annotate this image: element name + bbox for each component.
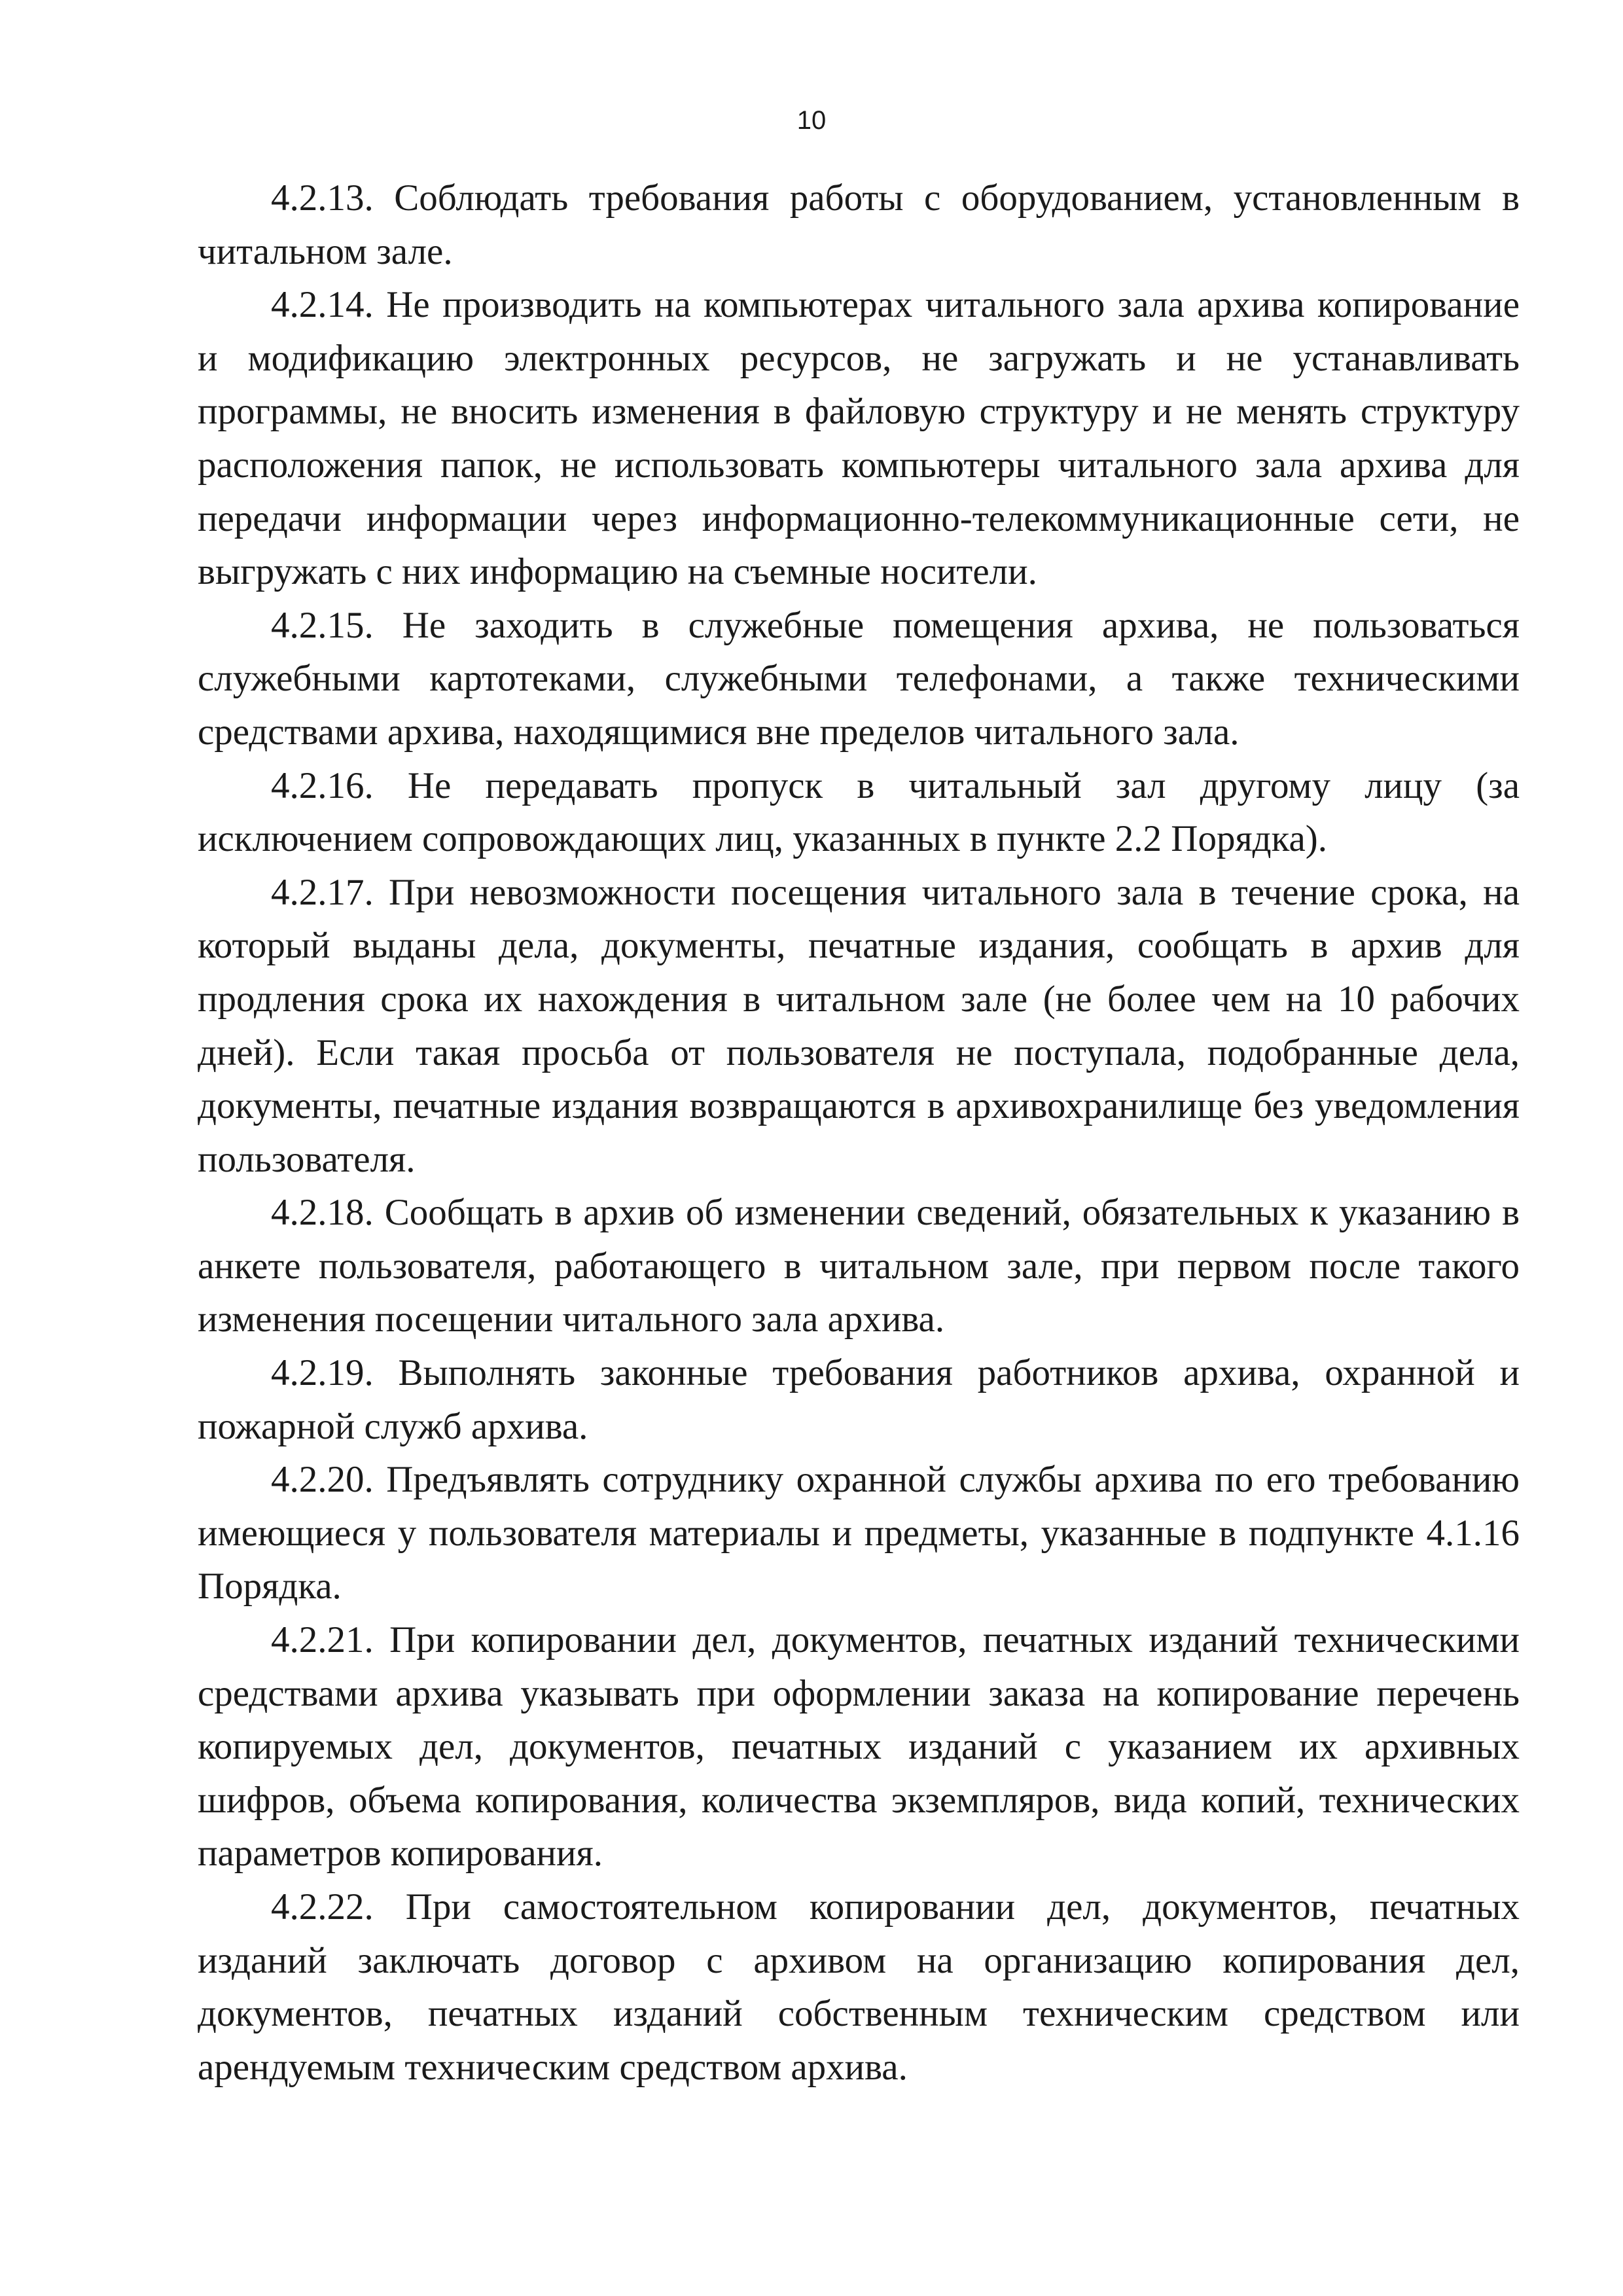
- paragraph-4-2-16: 4.2.16. Не передавать пропуск в читальный зал другому лицу (за исключением сопровождающих лиц, указанных в пункте 2.2 Порядка).: [198, 764, 1520, 860]
- paragraph-4-2-21: 4.2.21. При копировании дел, документов, печатных изданий техническими средствами архива указывать при оформлении заказа на копирование перечень копируемых дел, документов, печатных изданий с указанием их архивных шифров, объема копирования, количества экземпляров, вида копий, технических параметров копирования.: [198, 1619, 1520, 1874]
- paragraph-4-2-20: 4.2.20. Предъявлять сотруднику охранной службы архива по его требованию имеющиеся у пользователя материалы и предметы, указанные в подпункте 4.1.16 Порядка.: [198, 1459, 1520, 1607]
- paragraph-4-2-13: 4.2.13. Соблюдать требования работы с оборудованием, установленным в читальном зале.: [198, 177, 1520, 272]
- paragraph-4-2-18: 4.2.18. Сообщать в архив об изменении сведений, обязательных к указанию в анкете пользователя, работающего в читальном зале, при первом после такого изменения посещении читального зала архива.: [198, 1192, 1520, 1340]
- paragraph-4-2-15: 4.2.15. Не заходить в служебные помещения архива, не пользоваться служебными картотеками, служебными телефонами, а также техническими средствами архива, находящимися вне пределов читального зала.: [198, 604, 1520, 753]
- paragraph-4-2-14: 4.2.14. Не производить на компьютерах читального зала архива копирование и модификацию электронных ресурсов, не загружать и не устанавливать программы, не вносить изменения в файловую структуру и не менять структуру расположения папок, не использовать компьютеры читального зала архива для передачи информации через информационно-телекоммуникационные сети, не выгружать с них информацию на съемные носители.: [198, 284, 1520, 593]
- page-number: 10: [796, 106, 827, 135]
- paragraph-4-2-17: 4.2.17. При невозможности посещения читального зала в течение срока, на который выданы дела, документы, печатные издания, сообщать в архив для продления срока их нахождения в читальном зале (не более чем на 10 рабочих дней). Если такая просьба от пользователя не поступала, подобранные дела, документы, печатные издания возвращаются в архивохранилище без уведомления пользователя.: [198, 871, 1520, 1180]
- document-body: [198, 171, 1520, 2094]
- paragraph-4-2-22: 4.2.22. При самостоятельном копировании дел, документов, печатных изданий заключать договор с архивом на организацию копирования дел, документов, печатных изданий собственным техническим средством или арендуемым техническим средством архива.: [198, 1886, 1520, 2088]
- paragraph-4-2-19: 4.2.19. Выполнять законные требования работников архива, охранной и пожарной служб архива.: [198, 1352, 1520, 1447]
